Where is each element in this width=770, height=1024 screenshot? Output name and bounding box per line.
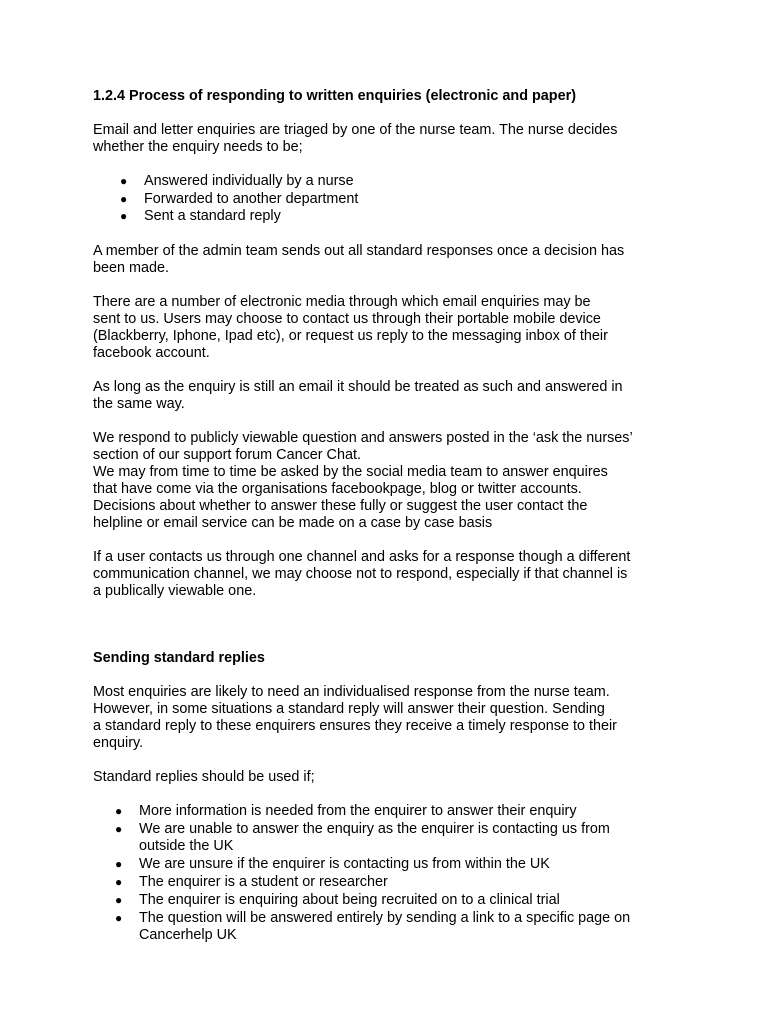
paragraph-admin bbox=[93, 243, 693, 277]
text-line: enquiry. bbox=[93, 734, 144, 751]
text-line: been made. bbox=[93, 259, 170, 276]
list-item: ● The question will be answered entirely by sending a link to a specific page on Cancerhelp UK bbox=[115, 909, 631, 943]
bullet-icon: ● bbox=[120, 209, 128, 223]
text-line: a publically viewable one. bbox=[93, 582, 257, 599]
paragraph-electronic-media bbox=[93, 294, 693, 362]
list-item: ● The enquirer is enquiring about being recruited on to a clinical trial bbox=[115, 891, 560, 908]
paragraph-channel bbox=[93, 549, 693, 600]
text-line: A member of the admin team sends out all standard responses once a decision has bbox=[93, 242, 625, 259]
paragraph-forum bbox=[93, 430, 693, 532]
text-line: the same way. bbox=[93, 395, 185, 412]
text-line: There are a number of electronic media through which email enquiries may be bbox=[93, 293, 591, 310]
bullet-icon: ● bbox=[115, 874, 123, 889]
bullet-icon: ● bbox=[120, 174, 128, 188]
text-line: (Blackberry, Iphone, Ipad etc), or request us reply to the messaging inbox of their bbox=[93, 327, 608, 344]
bullet-icon: ● bbox=[120, 191, 128, 206]
text-line: communication channel, we may choose not to respond, especially if that channel is bbox=[93, 565, 628, 582]
section-heading-process: 1.2.4 Process of responding to written enquiries (electronic and paper) bbox=[93, 88, 576, 104]
text-line: that have come via the organisations facebookpage, blog or twitter accounts. bbox=[93, 480, 582, 497]
text-line: Decisions about whether to answer these fully or suggest the user contact the bbox=[93, 497, 588, 514]
text-line: helpline or email service can be made on a case by case basis bbox=[93, 514, 493, 531]
bullet-icon: ● bbox=[115, 803, 123, 818]
list-item: ● We are unsure if the enquirer is contacting us from within the UK bbox=[115, 855, 550, 872]
bullet-icon: ● bbox=[115, 892, 123, 907]
list-item: ● The enquirer is a student or researcher bbox=[115, 873, 388, 890]
text-line: section of our support forum Cancer Chat. bbox=[93, 446, 361, 463]
paragraph-triage bbox=[93, 122, 693, 156]
text-line: a standard reply to these enquirers ensures they receive a timely response to their bbox=[93, 717, 617, 734]
text-line: whether the enquiry needs to be; bbox=[93, 139, 303, 155]
list-item: ● Sent a standard reply bbox=[120, 208, 281, 224]
text-line: If a user contacts us through one channel and asks for a response though a different bbox=[93, 548, 631, 565]
paragraph-email-treatment bbox=[93, 379, 693, 413]
text-line: facebook account. bbox=[93, 344, 210, 361]
list-item: ● Forwarded to another department bbox=[120, 190, 359, 207]
text-line: Most enquiries are likely to need an individualised response from the nurse team. bbox=[93, 683, 610, 700]
list-item: ● More information is needed from the enquirer to answer their enquiry bbox=[115, 802, 577, 819]
text-line: As long as the enquiry is still an email it should be treated as such and answered in bbox=[93, 378, 623, 395]
list-item: ● We are unable to answer the enquiry as the enquirer is contacting us from outside the UK bbox=[115, 820, 610, 854]
bullet-icon: ● bbox=[115, 910, 123, 925]
text-line: Email and letter enquiries are triaged by one of the nurse team. The nurse decides bbox=[93, 122, 618, 138]
text-line: sent to us. Users may choose to contact us through their portable mobile device bbox=[93, 310, 601, 327]
standard-reply-conditions-list bbox=[93, 803, 693, 944]
document-page bbox=[93, 88, 693, 945]
text-line: We respond to publicly viewable question and answers posted in the ‘ask the nurses’ bbox=[93, 429, 633, 446]
list-item: ● Answered individually by a nurse bbox=[120, 173, 354, 189]
text-line: We may from time to time be asked by the social media team to answer enquires bbox=[93, 463, 608, 480]
text-line: However, in some situations a standard reply will answer their question. Sending bbox=[93, 700, 605, 717]
paragraph-standard-intro bbox=[93, 684, 693, 752]
bullet-icon: ● bbox=[115, 856, 123, 871]
paragraph-standard-if: Standard replies should be used if; bbox=[93, 768, 315, 785]
bullet-icon: ● bbox=[115, 821, 123, 836]
triage-options-list bbox=[93, 173, 693, 226]
section-heading-standard-replies: Sending standard replies bbox=[93, 649, 265, 666]
